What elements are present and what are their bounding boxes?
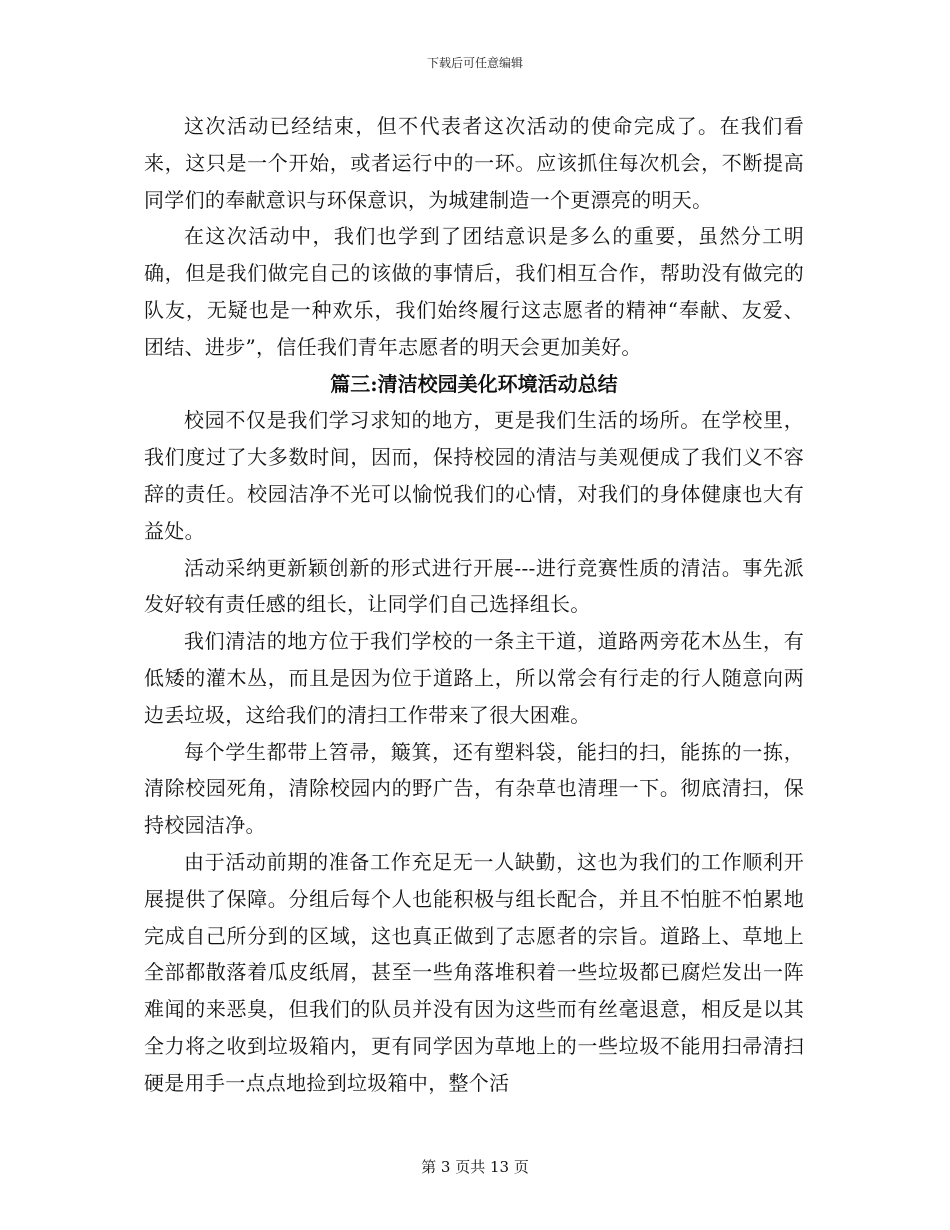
paragraph-campus-intro: 校园不仅是我们学习求知的地方，更是我们生活的场所。在学校里，我们度过了大多数时间，因而，保持校园的清洁与美观便成了我们义不容辞的责任。校园洁净不光可以愉悦我们的心情，对我们的身体健康也大有益处。 — [144, 408, 804, 543]
paragraph-cleaning-location: 我们清洁的地方位于我们学校的一条主干道，道路两旁花木丛生，有低矮的灌木丛，而且是因为位于道路上，所以常会有行走的行人随意向两边丢垃圾，这给我们的清扫工作带来了很大困难。 — [144, 629, 804, 727]
document-body — [144, 108, 804, 1102]
section-heading: 篇三:清洁校园美化环境活动总结 — [330, 371, 618, 396]
paragraph-activity-format: 活动采纳更新颖创新的形式进行开展---进行竞赛性质的清洁。事先派发好较有责任感的组长，让同学们自己选择组长。 — [144, 555, 804, 617]
paragraph-cleaning-tools: 每个学生都带上笤帚，簸箕，还有塑料袋，能扫的扫，能拣的一拣，清除校园死角，清除校园内的野广告，有杂草也清理一下。彻底清扫，保持校园洁净。 — [144, 739, 804, 838]
page-header: 下载后可任意编辑 — [426, 56, 523, 70]
paragraph-teamwork: 在这次活动中，我们也学到了团结意识是多么的重要，虽然分工明确，但是我们做完自己的该做的事情后，我们相互合作，帮助没有做完的队友，无疑也是一种欢乐，我们始终履行这志愿者的精神“奉献、友爱、团结、进步”，信任我们青年志愿者的明天会更加美好。 — [144, 224, 804, 359]
page-footer: 第 3 页共 13 页 — [421, 1158, 529, 1176]
paragraph-activity-ended: 这次活动已经结束，但不代表者这次活动的使命完成了。在我们看来，这只是一个开始，或者运行中的一环。应该抓住每次机会，不断提高同学们的奉献意识与环保意识，为城建制造一个更漂亮的明天。 — [144, 114, 804, 212]
paragraph-activity-process: 由于活动前期的准备工作充足无一人缺勤，这也为我们的工作顺利开展提供了保障。分组后每个人也能积极与组长配合，并且不怕脏不怕累地完成自己所分到的区域，这也真正做到了志愿者的宗旨。道路上、草地上全部都散落着瓜皮纸屑，甚至一些角落堆积着一些垃圾都已腐烂发出一阵难闻的来恶臭，但我们的队员并没有因为这些而有丝毫退意，相反是以其全力将之收到垃圾箱内，更有同学因为草地上的一些垃圾不能用扫帚清扫硬是用手一点点地捡到垃圾箱中，整个活 — [144, 849, 804, 1095]
